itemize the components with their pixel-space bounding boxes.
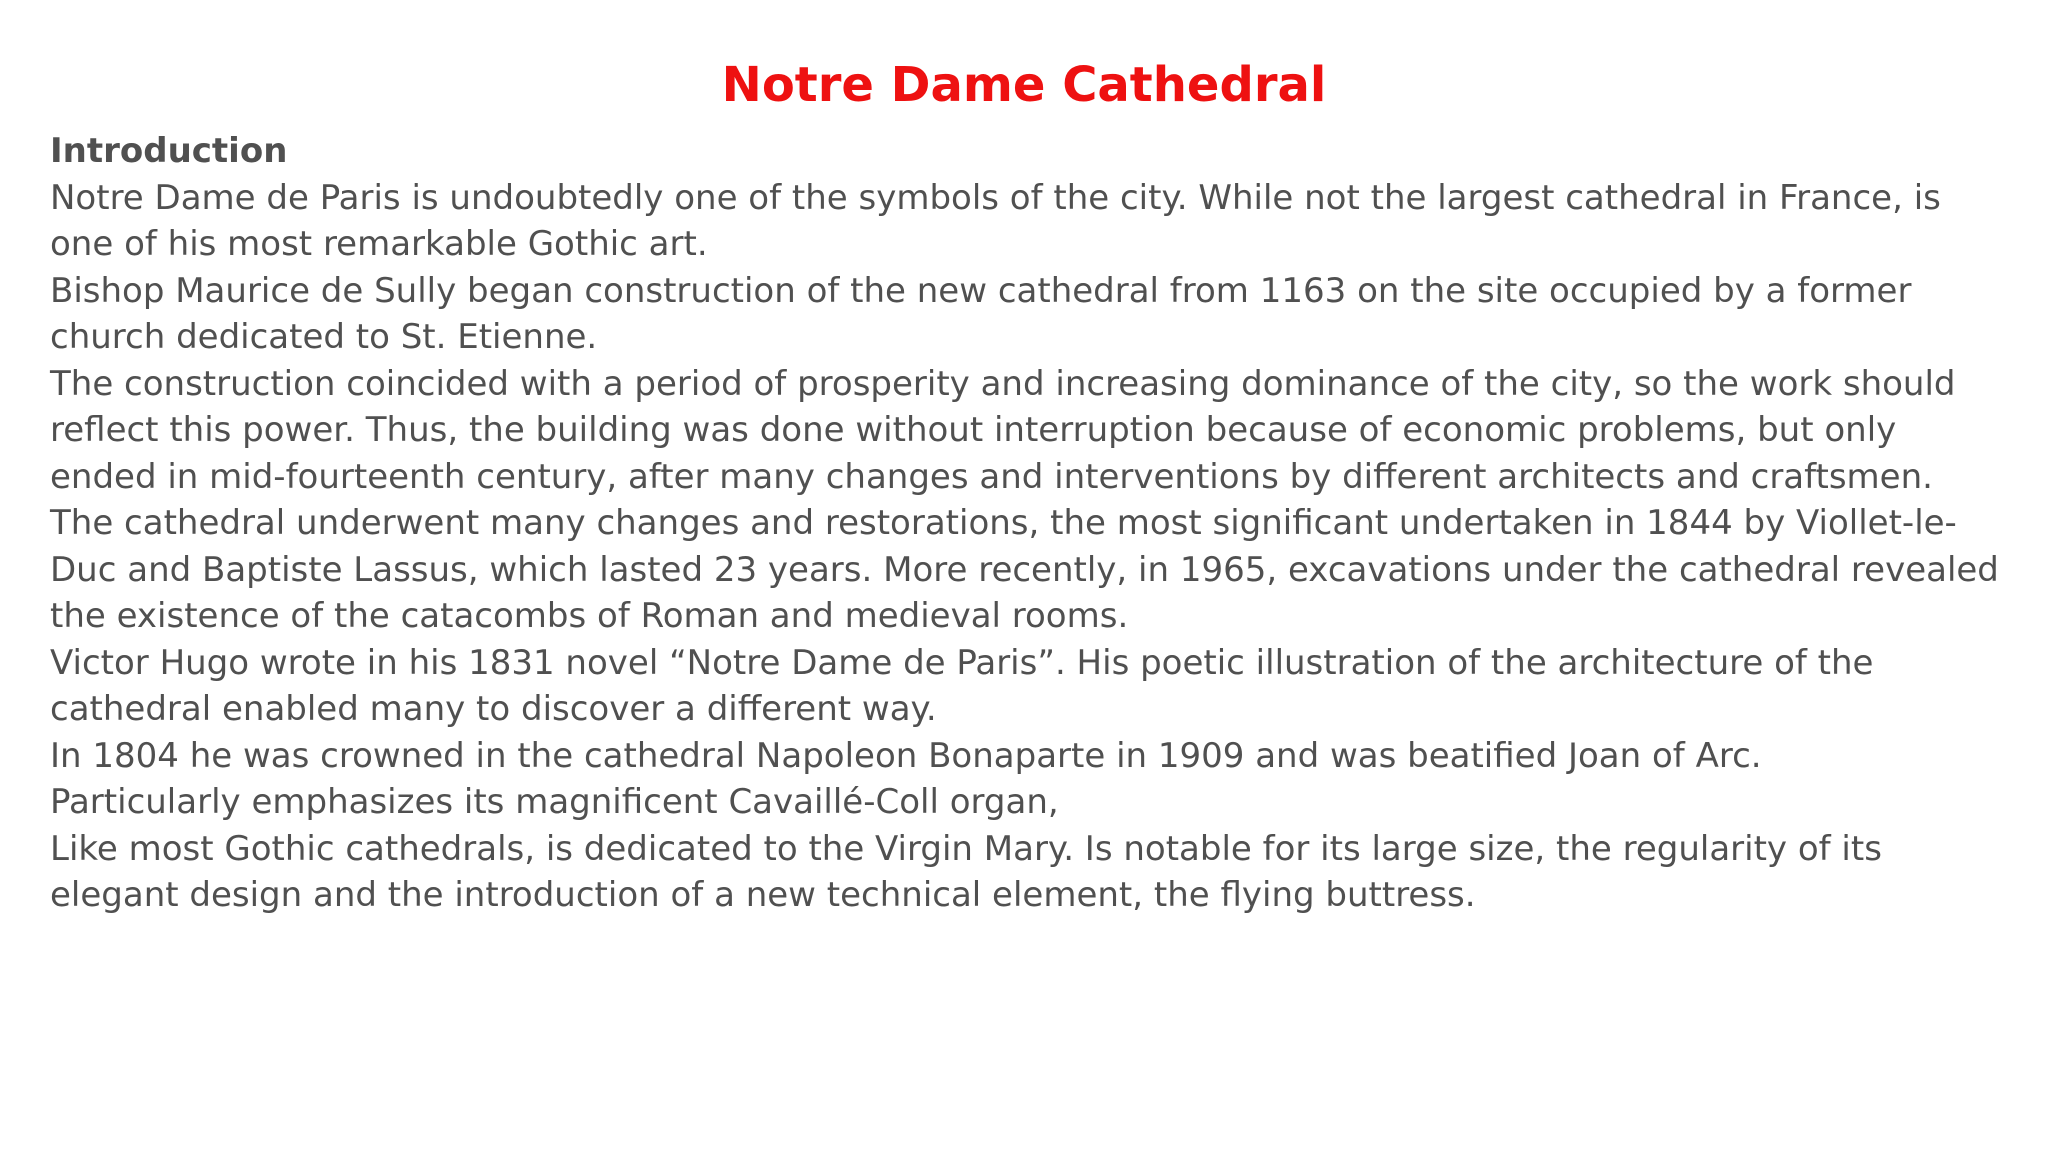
- paragraph-construction-start: Bishop Maurice de Sully began construction of the new cathedral from 1163 on the site occupied by a former church dedicated to St. Etienne.: [50, 270, 1912, 357]
- paragraph-organ: Particularly emphasizes its magnificent Cavaillé-Coll organ,: [50, 782, 1059, 822]
- paragraph-prosperity: The construction coincided with a period of prosperity and increasing dominance of the city, so the work should reflect this power. Thus, the building was done without interruption because of economic problems, but only ended in mid-fourteenth century, after many changes and interventions by different architects and craftsmen.: [50, 363, 1956, 497]
- slide-title: Notre Dame Cathedral: [721, 57, 1327, 113]
- paragraph-restorations: The cathedral underwent many changes and restorations, the most significant undertaken in 1844 by Viollet-le-Duc and Baptiste Lassus, which lasted 23 years. More recently, in 1965, excavations under the cathedral revealed the existence of the catacombs of Roman and medieval rooms.: [50, 503, 1999, 636]
- paragraph-gothic-design: Like most Gothic cathedrals, is dedicated to the Virgin Mary. Is notable for its large size, the regularity of its elegant design and the introduction of a new technical element, the flying buttress.: [50, 828, 1882, 915]
- paragraph-symbol-of-city: Notre Dame de Paris is undoubtedly one of the symbols of the city. While not the largest cathedral in France, is one of his most remarkable Gothic art.: [50, 177, 1941, 264]
- section-heading: Introduction: [50, 131, 288, 171]
- paragraph-napoleon: In 1804 he was crowned in the cathedral Napoleon Bonaparte in 1909 and was beatified Joan of Arc.: [50, 735, 1762, 776]
- paragraph-victor-hugo: Victor Hugo wrote in his 1831 novel “Notre Dame de Paris”. His poetic illustration of the architecture of the cathedral enabled many to discover a different way.: [50, 642, 1874, 729]
- slide-body: [50, 128, 2010, 919]
